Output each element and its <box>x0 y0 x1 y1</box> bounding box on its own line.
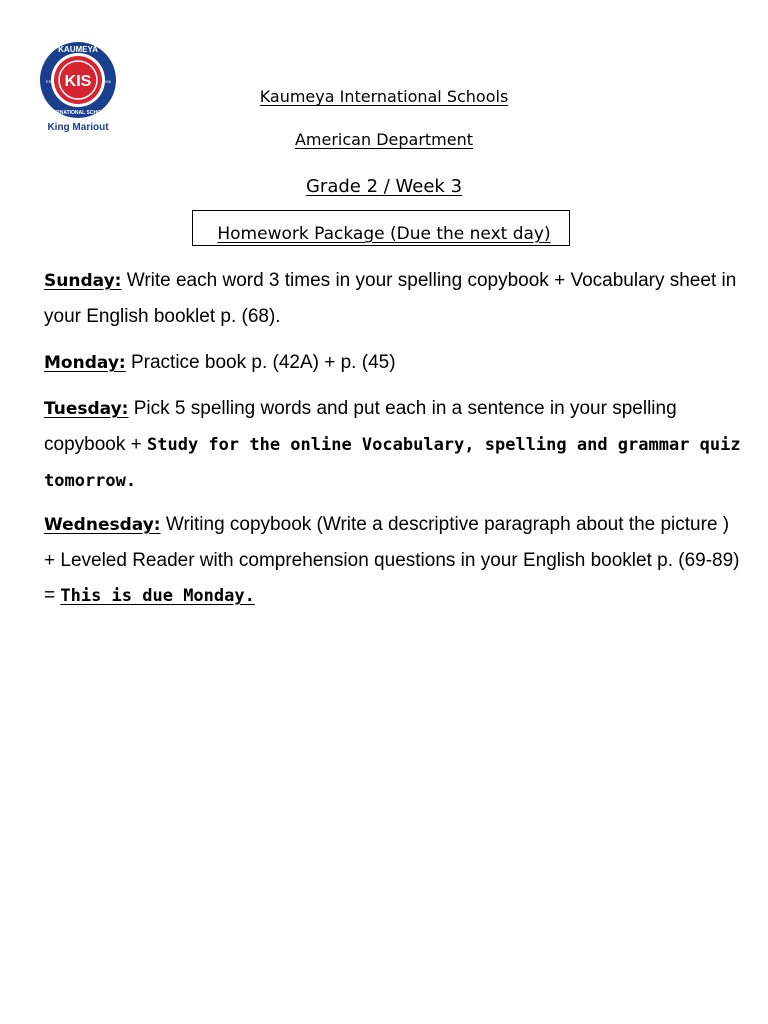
grade-week: Grade 2 / Week 3 <box>305 176 463 197</box>
school-name: Kaumeya International Schools <box>259 87 509 106</box>
svg-text:KIS: KIS <box>64 73 92 90</box>
kaumeya-logo-emblem <box>38 40 118 120</box>
package-title: Homework Package (Due the next day) <box>217 224 551 244</box>
svg-text:INTERNATIONAL SCHOOLS: INTERNATIONAL SCHOOLS <box>44 110 112 116</box>
tuesday-bold-text: Study for the online Vocabulary, spelling and grammar quiz tomorrow. <box>44 435 741 491</box>
sunday-entry <box>44 263 744 334</box>
tuesday-text: Pick 5 spelling words and put each in a sentence in your spelling copybook + <box>44 398 677 455</box>
wednesday-emphasis: This is due Monday. <box>60 586 255 606</box>
svg-text:EST: EST <box>46 79 54 84</box>
tuesday-entry <box>44 391 744 499</box>
tuesday-label: Tuesday: <box>44 399 129 419</box>
wednesday-text: Writing copybook (Write a descriptive paragraph about the picture ) + Leveled Reader with comprehension questions in your English booklet p. (69-89) = <box>44 514 740 606</box>
logo-caption: King Mariout <box>47 122 109 133</box>
sunday-label: Sunday: <box>44 271 122 291</box>
monday-text: Practice book p. (42A) + p. (45) <box>125 352 396 373</box>
sunday-text: Write each word 3 times in your spelling copybook + Vocabulary sheet in your English booklet p. (68). <box>44 270 737 327</box>
wednesday-entry <box>44 507 744 614</box>
monday-label: Monday: <box>44 353 126 373</box>
svg-text:1906: 1906 <box>102 79 111 84</box>
monday-entry <box>44 345 744 381</box>
wednesday-label: Wednesday: <box>44 515 161 535</box>
department-name: American Department <box>294 130 474 149</box>
svg-text:KAUMEYA: KAUMEYA <box>58 45 98 54</box>
